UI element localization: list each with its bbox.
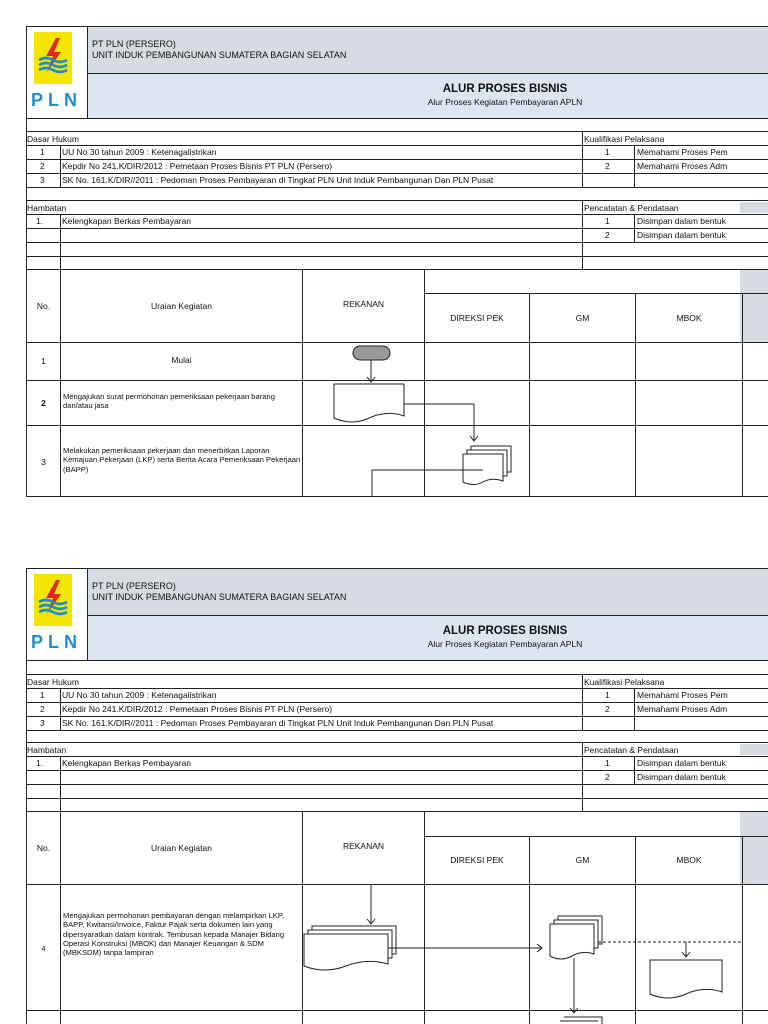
col-header-no: No. <box>36 301 51 311</box>
dasar-hukum-no: 2 <box>40 704 45 714</box>
col-header-direksi: DIREKSI PEK <box>450 313 504 323</box>
hambatan-no: 1. <box>36 758 44 768</box>
pln-logo-emblem <box>34 32 72 84</box>
col-header-mbok: MBOK <box>676 313 702 323</box>
step-description: Mengajukan permohonan pembayaran dengan melampirkan LKP, BAPP, Kwitansi/Invoice, Faktur Pajak serta dokumen lain yang dipersyaratkan dalam kontrak. Tembusan kepada Manajer Bidang Operasi Konstruksi (MBOK) dan Manajer Keuangan & SDM (MBKSDM) tanpa lampiran <box>63 911 285 958</box>
company-unit: UNIT INDUK PEMBANGUNAN SUMATERA BAGIAN SELATAN <box>92 592 347 602</box>
header-band-bottom <box>88 616 768 660</box>
company-name: PT PLN (PERSERO) <box>92 39 176 49</box>
kualifikasi-no: 2 <box>605 704 610 714</box>
pencatatan-text: Disimpan dalam bentuk <box>637 772 726 782</box>
kualifikasi-label: Kualifikasi Pelaksana <box>584 134 665 144</box>
pencatatan-no: 2 <box>605 230 610 240</box>
pencatatan-text: Disimpan dalam bentuk <box>637 758 726 768</box>
col-header-rekanan: REKANAN <box>342 299 385 309</box>
dasar-hukum-text: Kepdir No 241.K/DIR/2012 : Pemetaan Proses Bisnis PT PLN (Persero) <box>62 704 333 714</box>
hambatan-no: 1. <box>36 216 44 226</box>
hambatan-label: Hambatan <box>27 745 67 755</box>
col-header-gm: GM <box>575 855 590 865</box>
pencatatan-no: 1 <box>605 216 610 226</box>
pencatatan-no: 2 <box>605 772 610 782</box>
dasar-hukum-text: SK No. 161.K/DIR//2011 : Pedoman Proses Pembayaran di Tingkat PLN Unit Induk Pembangunan Dan PLN Pusat <box>62 175 494 185</box>
col-header-uraian: Uraian Kegiatan <box>151 301 212 311</box>
pln-logo-emblem <box>34 574 72 626</box>
hambatan-text: Kelengkapan Berkas Pembayaran <box>62 216 191 226</box>
step-description: Mulai <box>171 355 192 365</box>
dasar-hukum-text: UU No 30 tahun 2009 : Ketenagalistrikan <box>62 690 217 700</box>
col-header-uraian: Uraian Kegiatan <box>151 843 212 853</box>
dasar-hukum-label: Dasar Hukum <box>27 134 79 144</box>
dasar-hukum-text: UU No 30 tahun 2009 : Ketenagalistrikan <box>62 147 217 157</box>
kualifikasi-label: Kualifikasi Pelaksana <box>584 677 665 687</box>
pln-logo-text: PLN <box>31 90 82 110</box>
doc-title: ALUR PROSES BISNIS <box>442 625 568 637</box>
col-header-direksi: DIREKSI PEK <box>450 855 504 865</box>
step-no: 1 <box>41 356 46 366</box>
document-shape <box>334 384 404 422</box>
col-header-rekanan: REKANAN <box>342 841 385 851</box>
dasar-hukum-no: 2 <box>40 161 45 171</box>
kualifikasi-text: Memahami Proses Pem <box>637 690 728 700</box>
dasar-hukum-text: SK No. 161.K/DIR//2011 : Pedoman Proses Pembayaran di Tingkat PLN Unit Induk Pembangunan Dan PLN Pusat <box>62 718 494 728</box>
company-name: PT PLN (PERSERO) <box>92 581 176 591</box>
pencatatan-label: Pencatatan & Pendataan <box>584 745 679 755</box>
dasar-hukum-text: Kepdir No 241.K/DIR/2012 : Pemetaan Proses Bisnis PT PLN (Persero) <box>62 161 333 171</box>
document-shape <box>650 960 722 998</box>
dasar-hukum-no: 1 <box>40 690 45 700</box>
start-terminator <box>353 346 390 360</box>
doc-subtitle: Alur Proses Kegiatan Pembayaran APLN <box>427 97 583 107</box>
pencatatan-text: Disimpan dalam bentuk <box>637 216 726 226</box>
pencatatan-no: 1 <box>605 758 610 768</box>
pln-logo-text: PLN <box>31 632 82 652</box>
pencatatan-label: Pencatatan & Pendataan <box>584 203 679 213</box>
step-no: 2 <box>41 398 46 408</box>
step-no: 3 <box>41 457 46 467</box>
header-band-bottom <box>88 74 768 118</box>
company-unit: UNIT INDUK PEMBANGUNAN SUMATERA BAGIAN SELATAN <box>92 50 347 60</box>
dasar-hukum-no: 1 <box>40 147 45 157</box>
dasar-hukum-label: Dasar Hukum <box>27 677 79 687</box>
step-no: 4 <box>41 944 46 953</box>
kualifikasi-text: Memahami Proses Adm <box>637 704 728 714</box>
step-description: Mengajukan surat permohonan pemeriksaan pekerjaan barang dan/atau jasa <box>63 392 275 411</box>
hambatan-text: Kelengkapan Berkas Pembayaran <box>62 758 191 768</box>
doc-subtitle: Alur Proses Kegiatan Pembayaran APLN <box>427 639 583 649</box>
kualifikasi-text: Memahami Proses Adm <box>637 161 728 171</box>
col-header-mbok: MBOK <box>676 855 702 865</box>
col-header-gm: GM <box>575 313 590 323</box>
flowchart-page-1 <box>302 342 542 497</box>
kualifikasi-no: 2 <box>605 161 610 171</box>
pencatatan-text: Disimpan dalam bentuk <box>637 230 726 240</box>
col-header-no: No. <box>36 843 51 853</box>
doc-title: ALUR PROSES BISNIS <box>442 83 568 95</box>
kualifikasi-text: Memahami Proses Pem <box>637 147 728 157</box>
kualifikasi-no: 1 <box>605 147 610 157</box>
step-description: Melakukan pemeriksaan pekerjaan dan menerbitkan Laporan Kemajuan Pekerjaan (LKP) serta Berita Acara Pemeriksaan Pekerjaan (BAPP) <box>63 446 301 474</box>
flowchart-page-2 <box>302 884 742 1024</box>
kualifikasi-no: 1 <box>605 690 610 700</box>
dasar-hukum-no: 3 <box>40 175 45 185</box>
dasar-hukum-no: 3 <box>40 718 45 728</box>
hambatan-label: Hambatan <box>27 203 67 213</box>
